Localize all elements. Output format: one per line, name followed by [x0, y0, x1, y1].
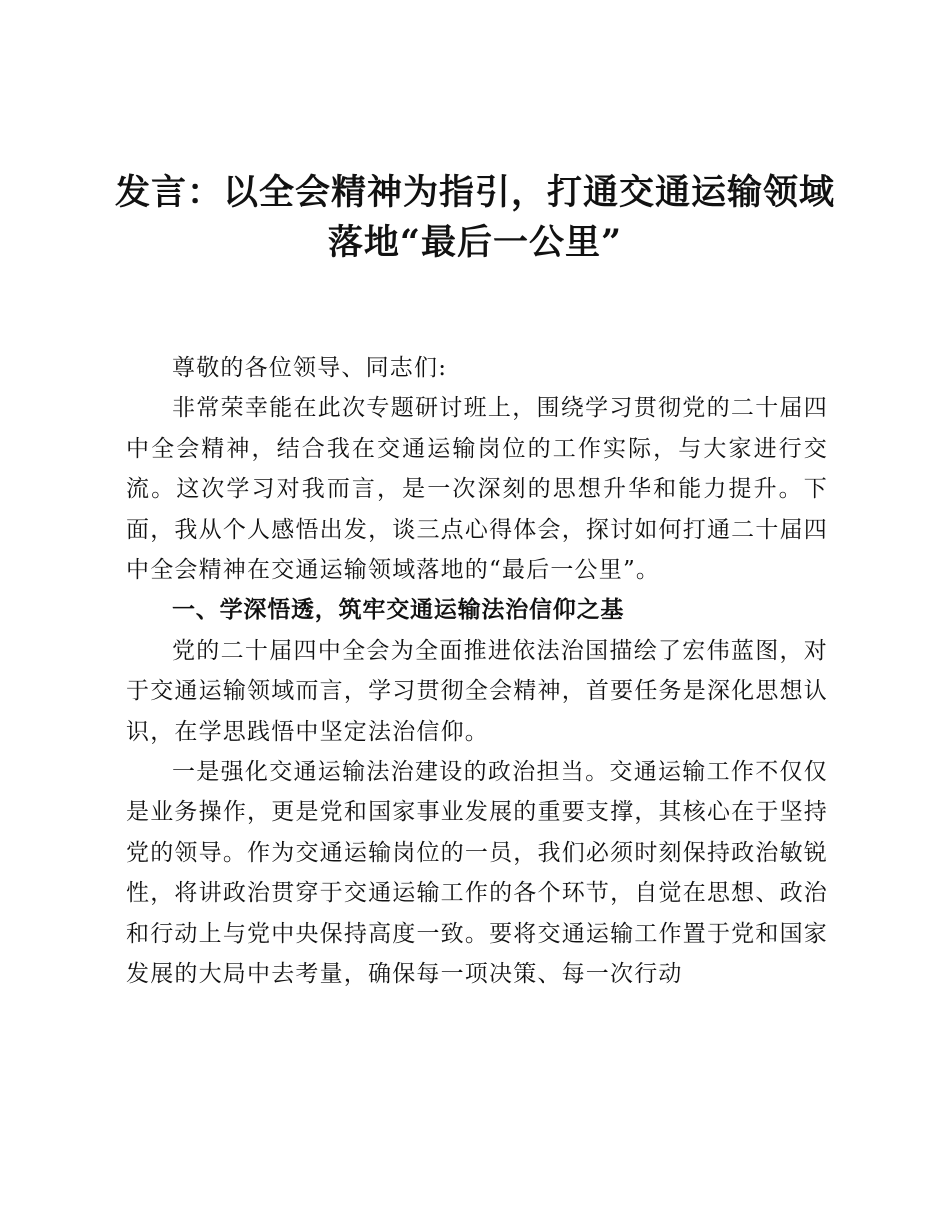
salutation: 尊敬的各位领导、同志们:	[172, 355, 448, 381]
intro-paragraph: 非常荣幸能在此次专题研讨班上，围绕学习贯彻党的二十届四中全会精神，结合我在交通运输岗位的工作实际，与大家进行交流。这次学习对我而言，是一次深刻的思想升华和能力提升。下面，我从个人感悟出发，谈三点心得体会，探讨如何打通二十届四中全会精神在交通运输领域落地的“最后一公里”。	[126, 395, 828, 584]
section-heading-1: 一、学深悟透，筑牢交通运输法治信仰之基	[172, 597, 625, 624]
document-body	[126, 348, 828, 995]
section1-paragraph-1: 党的二十届四中全会为全面推进依法治国描绘了宏伟蓝图，对于交通运输领域而言，学习贯彻全会精神，首要任务是深化思想认识，在学思践悟中坚定法治信仰。	[126, 637, 828, 745]
section1-paragraph-2: 一是强化交通运输法治建设的政治担当。交通运输工作不仅仅是业务操作，更是党和国家事业发展的重要支撑，其核心在于坚持党的领导。作为交通运输岗位的一员，我们必须时刻保持政治敏锐性，将讲政治贯穿于交通运输工作的各个环节，自觉在思想、政治和行动上与党中央保持高度一致。要将交通运输工作置于党和国家发展的大局中去考量，确保每一项决策、每一次行动	[126, 759, 828, 988]
document-title	[100, 168, 850, 268]
title-line-1: 发言：以全会精神为指引，打通交通运输领域	[114, 172, 835, 213]
title-line-2: 落地“最后一公里”	[327, 222, 623, 263]
